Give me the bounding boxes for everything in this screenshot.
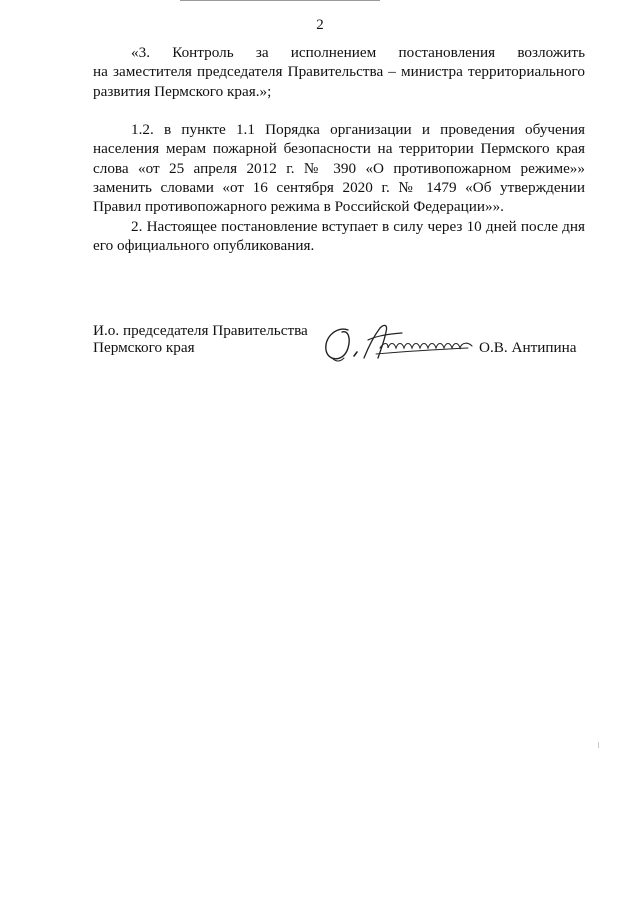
- signer-position-line-2: Пермского края: [93, 339, 195, 356]
- paragraph-1: [93, 43, 585, 101]
- scan-top-rule: [180, 0, 380, 1]
- paragraph-line: слова «от 25 апреля 2012 г. № 390 «О противопожарном режиме»»: [93, 159, 585, 177]
- paragraph-line: «3. Контроль за исполнением постановления возложить: [131, 44, 585, 61]
- paragraph-3: [93, 217, 585, 256]
- paragraph-line: 2. Настоящее постановление вступает в силу через 10 дней после дня: [131, 218, 585, 235]
- signer-position: [93, 322, 308, 356]
- page-number: 2: [316, 17, 324, 33]
- signer-position-line-1: И.о. председателя Правительства: [93, 322, 308, 339]
- paragraph-line: его официального опубликования.: [93, 237, 315, 255]
- paragraph-line: Правил противопожарного режима в Российской Федерации»».: [93, 198, 504, 216]
- paragraph-line: развития Пермского края.»;: [93, 82, 272, 100]
- handwritten-signature: [318, 318, 486, 368]
- paragraph-line: заменить словами «от 16 сентября 2020 г. № 1479 «Об утверждении: [93, 178, 585, 196]
- scan-artifact: [598, 742, 599, 748]
- paragraph-line: на заместителя председателя Правительства – министра территориального: [93, 63, 585, 81]
- paragraph-line: 1.2. в пункте 1.1 Порядка организации и проведения обучения: [131, 121, 585, 138]
- paragraph-2: [93, 120, 585, 216]
- paragraph-line: населения мерам пожарной безопасности на территории Пермского края: [93, 140, 585, 158]
- signer-name: О.В. Антипина: [479, 339, 577, 356]
